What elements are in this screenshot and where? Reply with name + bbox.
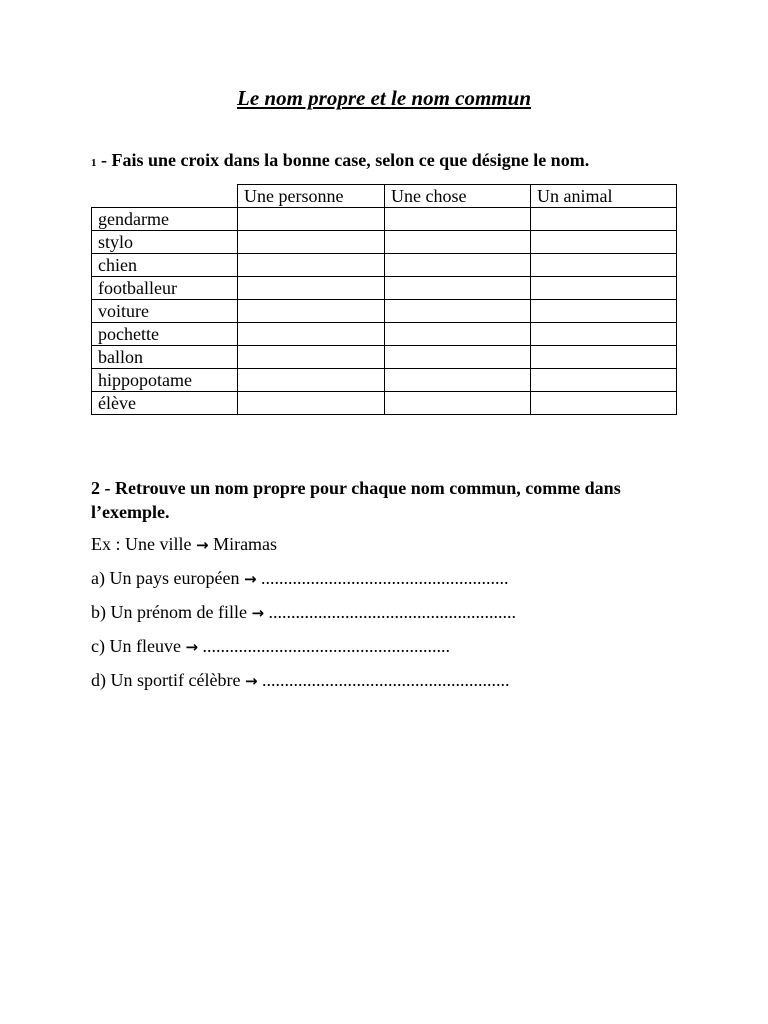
table-row [92,254,677,277]
answer-cell[interactable] [385,346,531,369]
answer-cell[interactable] [531,392,677,415]
answer-cell[interactable] [531,208,677,231]
exercise-1-text: - Fais une croix dans la bonne case, selon ce que désigne le nom. [101,150,590,170]
table-row [92,300,677,323]
row-label: footballeur [92,277,238,300]
answer-cell[interactable] [238,369,385,392]
item-prompt: a) Un pays européen [91,568,240,588]
answer-cell[interactable] [238,300,385,323]
row-label: élève [92,392,238,415]
column-header-chose: Une chose [385,185,531,208]
answer-cell[interactable] [238,323,385,346]
answer-cell[interactable] [385,392,531,415]
example-line [91,534,277,555]
column-header-animal: Un animal [531,185,677,208]
answer-cell[interactable] [238,392,385,415]
table-row [92,392,677,415]
item-prompt: b) Un prénom de fille [91,602,247,622]
table-row [92,231,677,254]
answer-cell[interactable] [531,277,677,300]
answer-cell[interactable] [531,323,677,346]
table-row [92,323,677,346]
arrow-right-icon: → [243,570,257,588]
row-label: chien [92,254,238,277]
exercise-1-instruction [91,150,691,171]
row-label: ballon [92,346,238,369]
answer-cell[interactable] [385,254,531,277]
answer-cell[interactable] [238,254,385,277]
answer-cell[interactable] [385,369,531,392]
table-row [92,277,677,300]
answer-line-c [91,636,450,657]
row-label: pochette [92,323,238,346]
answer-cell[interactable] [531,346,677,369]
answer-cell[interactable] [238,208,385,231]
table-row [92,369,677,392]
answer-cell[interactable] [531,300,677,323]
row-label: hippopotame [92,369,238,392]
answer-blank[interactable]: ....................................................... [262,670,510,690]
answer-cell[interactable] [238,231,385,254]
answer-cell[interactable] [531,254,677,277]
example-answer: Miramas [213,534,278,554]
answer-cell[interactable] [238,346,385,369]
column-header-personne: Une personne [238,185,385,208]
table-row [92,208,677,231]
answer-cell[interactable] [238,277,385,300]
row-label: stylo [92,231,238,254]
answer-cell[interactable] [385,300,531,323]
answer-cell[interactable] [385,231,531,254]
row-label: voiture [92,300,238,323]
exercise-1-number: 1 [91,157,97,169]
answer-cell[interactable] [385,277,531,300]
answer-line-a [91,568,509,589]
answer-blank[interactable]: ....................................................... [202,636,451,656]
row-label: gendarme [92,208,238,231]
table-header-row [92,185,677,208]
classification-table [91,184,677,415]
arrow-right-icon: → [244,672,258,690]
table-corner-cell [92,185,238,208]
item-prompt: d) Un sportif célèbre [91,670,241,690]
answer-cell[interactable] [531,231,677,254]
exercise-2-instruction: 2 - Retrouve un nom propre pour chaque nom commun, comme dans l’exemple. [91,478,621,522]
example-prompt: Ex : Une ville [91,534,192,554]
answer-cell[interactable] [385,323,531,346]
answer-cell[interactable] [385,208,531,231]
answer-cell[interactable] [531,369,677,392]
arrow-right-icon: → [185,638,199,656]
arrow-right-icon: → [251,604,265,622]
answer-line-b [91,602,516,623]
arrow-right-icon: → [195,536,209,554]
item-prompt: c) Un fleuve [91,636,181,656]
answer-blank[interactable]: ....................................................... [268,602,517,622]
page-title: Le nom propre et le nom commun [237,86,531,110]
answer-line-d [91,670,510,691]
table-row [92,346,677,369]
answer-blank[interactable]: ....................................................... [261,568,509,588]
